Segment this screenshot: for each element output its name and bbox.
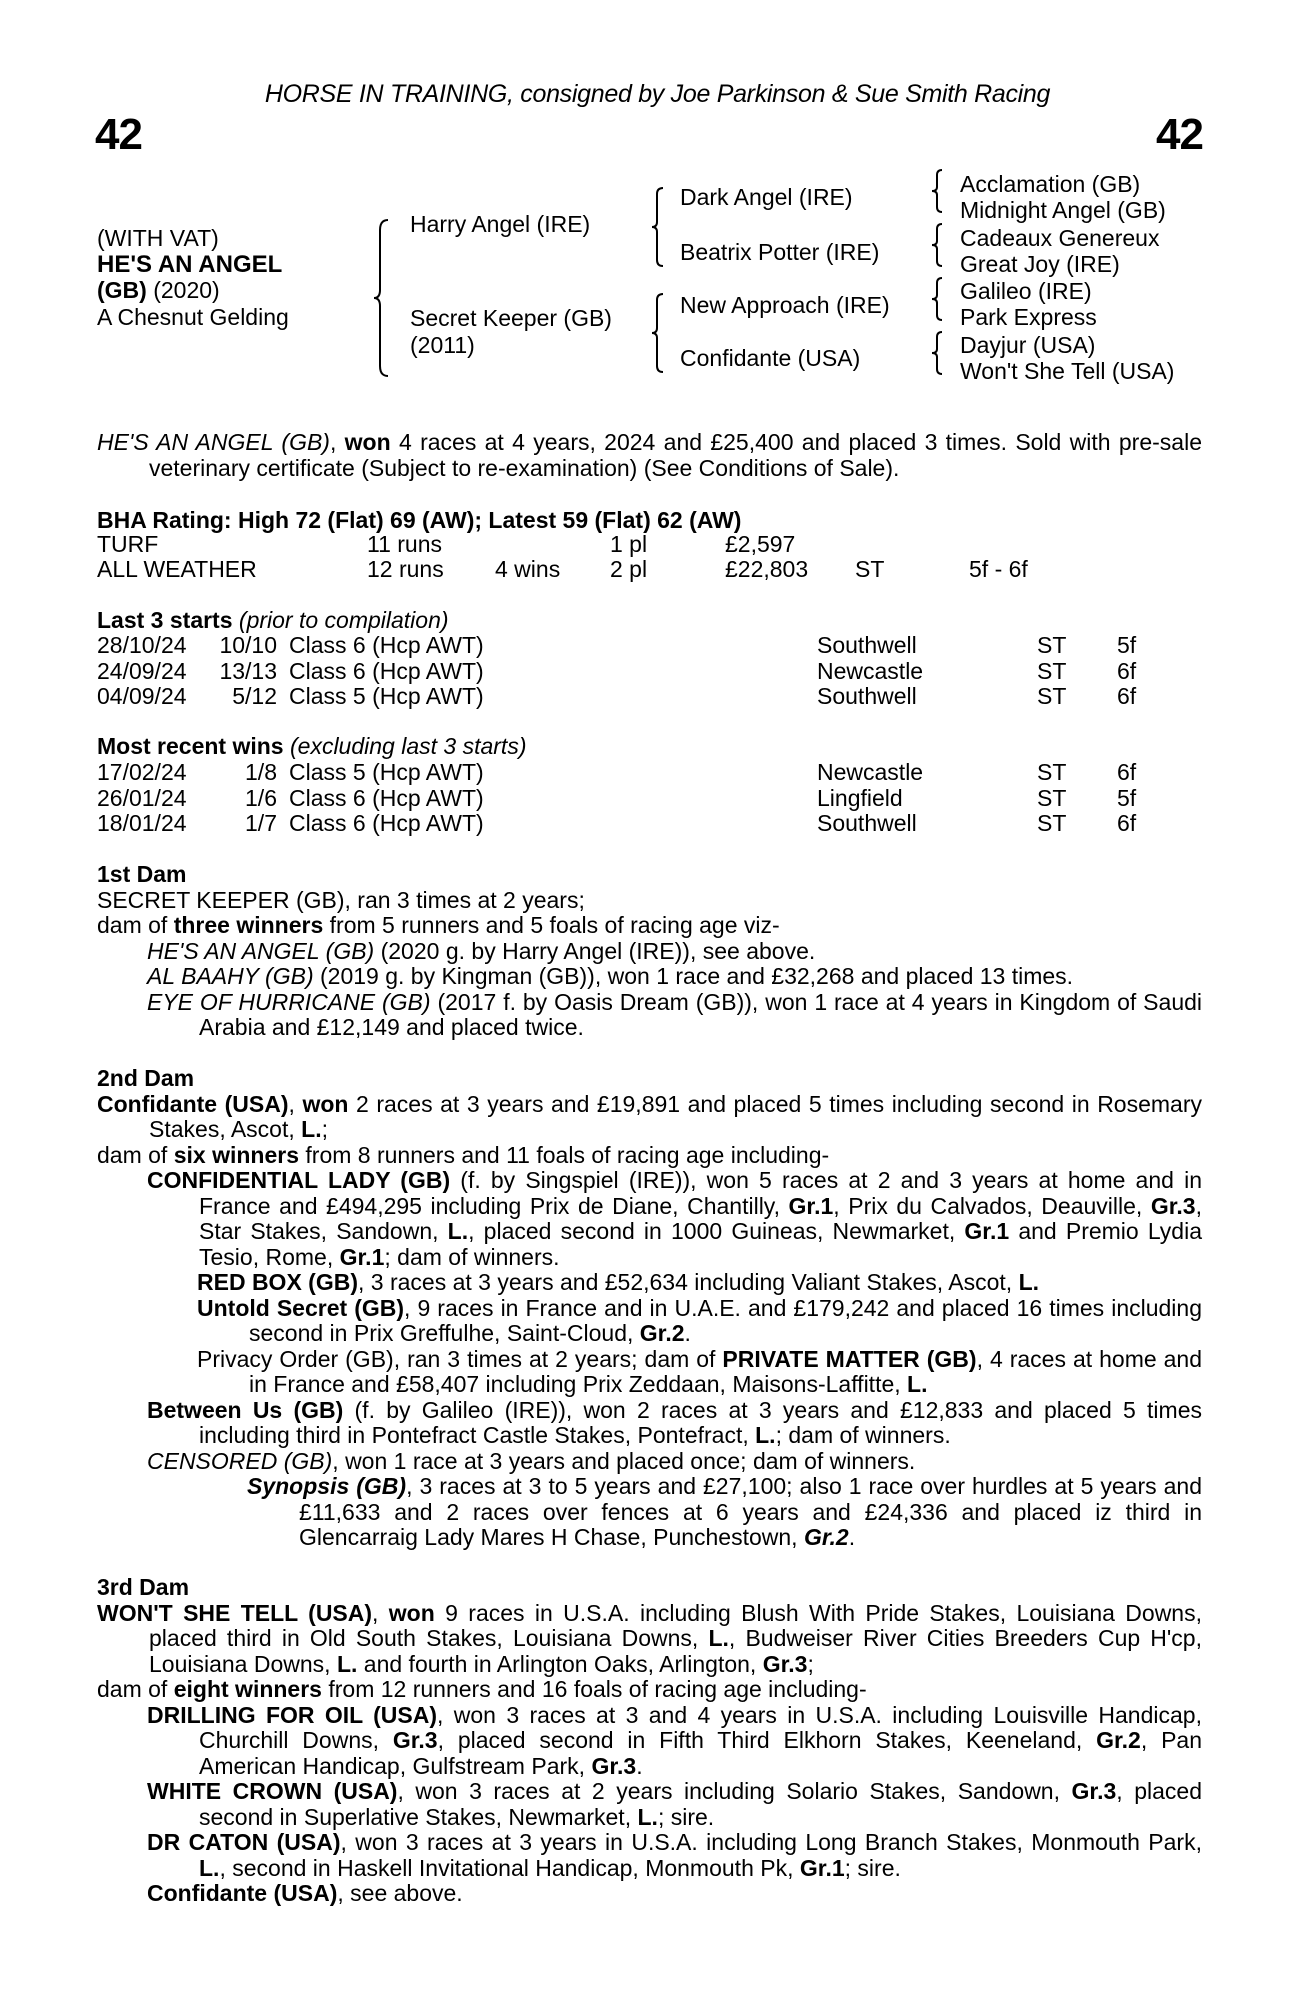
- last-starts-subtitle: (prior to compilation): [232, 607, 449, 633]
- pedigree-g3-4: Great Joy (IRE): [960, 251, 1120, 277]
- recent-win-course: Southwell: [817, 810, 917, 836]
- last-start-course: Southwell: [817, 632, 917, 658]
- first-dam-section: [97, 862, 1202, 1041]
- rating-surface: TURF: [97, 531, 159, 557]
- produce-between-us: Between Us (GB) (f. by Galileo (IRE)), won 2 races at 3 years and £12,833 and placed 5 times including third in Pontefract Castle Stakes, Pontefract, L.; dam of winners.: [147, 1396, 1202, 1448]
- pedigree-brace-dam: [650, 292, 666, 374]
- recent-win-row: [97, 811, 1207, 837]
- pedigree-sire: Harry Angel (IRE): [410, 211, 591, 237]
- recent-win-race: Class 6 (Hcp AWT): [289, 810, 484, 836]
- recent-win-going: ST: [1037, 784, 1067, 811]
- recent-win-date: 18/01/24: [97, 810, 187, 836]
- rating-wins: 4 wins: [495, 556, 561, 582]
- third-dam-section: [97, 1575, 1202, 1907]
- produce-untold-secret: Untold Secret (GB), 9 races in France and in U.A.E. and £179,242 and placed 16 times including second in Prix Greffulhe, Saint-Cloud, Gr.2.: [197, 1294, 1202, 1346]
- produce-confidential-lady: CONFIDENTIAL LADY (GB) (f. by Singspiel (IRE)), won 5 races at 2 and 3 years at home and in France and £494,295 including Prix de Diane, Chantilly, Gr.1, Prix du Calvados, Deauville, Gr.3, Star Stakes, Sandown, L., placed second in 1000 Guineas, Newmarket, Gr.1 and Premio Lydia Tesio, Rome, Gr.1; dam of winners.: [147, 1167, 1202, 1270]
- last-starts-heading: [97, 608, 449, 634]
- rating-placed: 2 pl: [610, 556, 648, 582]
- pedigree-g3-2: Midnight Angel (GB): [960, 197, 1166, 223]
- last-start-dist: 6f: [1117, 657, 1137, 684]
- rating-prize: £2,597: [725, 531, 796, 557]
- race-summary: HE'S AN ANGEL (GB), won 4 races at 4 years, 2024 and £25,400 and placed 3 times. Sold with pre-sale veterinary certificate (Subject to re-examination) (See Conditions of Sale).: [97, 429, 1202, 481]
- recent-wins-subtitle: (excluding last 3 starts): [283, 733, 527, 759]
- lot-number-left: 42: [95, 110, 142, 159]
- recent-win-going: ST: [1037, 759, 1067, 785]
- recent-win-going: ST: [1037, 810, 1067, 836]
- recent-wins-title: Most recent wins: [97, 733, 284, 759]
- last-start-race: Class 5 (Hcp AWT): [289, 683, 484, 709]
- recent-win-row: [97, 760, 1207, 786]
- pedigree-g3-1: Acclamation (GB): [960, 171, 1141, 197]
- recent-win-course: Lingfield: [817, 784, 903, 811]
- last-start-pos: 13/13: [219, 657, 277, 684]
- horse-country: (GB): [97, 277, 147, 303]
- produce-privacy-order: Privacy Order (GB), ran 3 times at 2 years; dam of PRIVATE MATTER (GB), 4 races at home and in France and £58,407 including Prix Zeddaan, Maisons-Laffitte, L.: [197, 1345, 1203, 1397]
- rating-placed: 1 pl: [610, 531, 648, 557]
- pedigree-dam-sire: New Approach (IRE): [680, 292, 890, 318]
- last-start-race: Class 6 (Hcp AWT): [289, 657, 484, 684]
- pedigree-dam-dam: Confidante (USA): [680, 345, 861, 371]
- last-start-row: [97, 684, 1207, 710]
- first-dam-produce-summary: dam of three winners from 5 runners and 5 foals of racing age viz-: [97, 912, 780, 938]
- third-dam-summary: WON'T SHE TELL (USA), won 9 races in U.S.A. including Blush With Pride Stakes, Louisiana Downs, placed third in Old South Stakes, Louisiana Downs, L., Budweiser River Cities Breeders Cup H'cp, Louisiana Downs, L. and fourth in Arlington Oaks, Arlington, Gr.3;: [97, 1599, 1202, 1677]
- last-start-date: 28/10/24: [97, 632, 187, 658]
- catalogue-header: HORSE IN TRAINING, consigned by Joe Parkinson & Sue Smith Racing: [264, 80, 1051, 108]
- pedigree-g3-5: Galileo (IRE): [960, 278, 1092, 304]
- pedigree-brace-gen1: [372, 218, 392, 378]
- pedigree-dam-year: (2011): [410, 332, 475, 358]
- recent-win-dist: 6f: [1117, 759, 1137, 785]
- horse-country-year: [97, 278, 220, 304]
- produce-red-box: RED BOX (GB), 3 races at 3 years and £52,634 including Valiant Stakes, Ascot, L.: [197, 1269, 1040, 1295]
- last-start-race: Class 6 (Hcp AWT): [289, 632, 484, 658]
- recent-win-dist: 6f: [1117, 810, 1137, 836]
- last-start-date: 24/09/24: [97, 657, 187, 684]
- rating-distance: 5f - 6f: [969, 556, 1028, 582]
- recent-win-date: 17/02/24: [97, 759, 187, 785]
- last-start-course: Newcastle: [817, 657, 924, 684]
- recent-win-pos: 1/6: [245, 784, 277, 811]
- produce-drilling-for-oil: DRILLING FOR OIL (USA), won 3 races at 3 and 4 years in U.S.A. including Louisville Handicap, Churchill Downs, Gr.3, placed second in Fifth Third Elkhorn Stakes, Keeneland, Gr.2, Pan American Handicap, Gulfstream Park, Gr.3.: [147, 1701, 1202, 1779]
- recent-win-pos: 1/8: [245, 759, 277, 785]
- pedigree-g3-3: Cadeaux Genereux: [960, 225, 1160, 251]
- rating-prize: £22,803: [725, 556, 809, 582]
- second-dam-section: [97, 1066, 1202, 1551]
- pedigree-brace-g3-2: [930, 222, 944, 268]
- third-dam-title: 3rd Dam: [97, 1574, 190, 1600]
- last-start-going: ST: [1037, 657, 1067, 684]
- pedigree-g3-7: Dayjur (USA): [960, 332, 1096, 358]
- pedigree-brace-g3-3: [930, 276, 944, 322]
- pedigree-brace-sire: [650, 186, 666, 268]
- recent-win-race: Class 6 (Hcp AWT): [289, 784, 484, 811]
- horse-description: A Chesnut Gelding: [97, 304, 289, 330]
- first-dam-produce-1: HE'S AN ANGEL (GB) (2020 g. by Harry Angel (IRE)), see above.: [147, 937, 816, 964]
- produce-censored: CENSORED (GB), won 1 race at 3 years and placed once; dam of winners.: [147, 1447, 916, 1474]
- recent-win-course: Newcastle: [817, 759, 924, 785]
- pedigree-dam: Secret Keeper (GB): [410, 305, 612, 331]
- pedigree-sire-sire: Dark Angel (IRE): [680, 184, 853, 210]
- summary-text-2: pre-sale veterinary certificate (Subject to re-examination) (See Conditions of Sale).: [149, 429, 1202, 481]
- last-starts-title: Last 3 starts: [97, 607, 233, 633]
- horse-name: HE'S AN ANGEL: [97, 251, 283, 278]
- second-dam-produce-summary: dam of six winners from 8 runners and 11 foals of racing age including-: [97, 1141, 830, 1168]
- rating-runs: 12 runs: [367, 556, 444, 582]
- horse-year: (2020): [146, 277, 220, 303]
- third-dam-produce-summary: dam of eight winners from 12 runners and 16 foals of racing age including-: [97, 1676, 867, 1702]
- lot-number-right: 42: [1156, 110, 1203, 159]
- last-start-going: ST: [1037, 632, 1067, 658]
- last-start-row: [97, 659, 1207, 685]
- vat-label: (WITH VAT): [97, 225, 219, 251]
- rating-surface: ALL WEATHER: [97, 556, 257, 582]
- pedigree-brace-g3-4: [930, 330, 944, 376]
- first-dam-title: 1st Dam: [97, 861, 187, 887]
- second-dam-title: 2nd Dam: [97, 1065, 195, 1091]
- recent-win-race: Class 5 (Hcp AWT): [289, 759, 484, 785]
- recent-win-dist: 5f: [1117, 784, 1137, 811]
- recent-win-date: 26/01/24: [97, 784, 187, 811]
- last-start-pos: 10/10: [219, 632, 277, 658]
- pedigree-brace-g3-1: [930, 168, 944, 214]
- bha-rating: BHA Rating: High 72 (Flat) 69 (AW); Latest 59 (Flat) 62 (AW): [97, 507, 742, 533]
- summary-won: won: [344, 429, 391, 455]
- recent-win-pos: 1/7: [245, 810, 277, 836]
- pedigree-sire-dam: Beatrix Potter (IRE): [680, 239, 880, 265]
- summary-horse-name: HE'S AN ANGEL (GB): [97, 429, 330, 455]
- pedigree-g3-8: Won't She Tell (USA): [960, 358, 1175, 384]
- produce-confidante: Confidante (USA), see above.: [147, 1880, 463, 1906]
- last-start-row: [97, 633, 1207, 659]
- last-start-date: 04/09/24: [97, 683, 187, 709]
- rating-runs: 11 runs: [367, 531, 443, 557]
- rating-row-turf: [97, 532, 1207, 558]
- produce-synopsis: Synopsis (GB), 3 races at 3 to 5 years and £27,100; also 1 race over hurdles at 5 years and £11,633 and 2 races over fences at 6 years and £24,336 and placed iz third in Glencarraig Lady Mares H Chase, Punchestown, Gr.2.: [247, 1473, 1202, 1550]
- first-dam-produce-2: AL BAAHY (GB) (2019 g. by Kingman (GB)), won 1 race and £32,268 and placed 13 times.: [147, 963, 1074, 989]
- produce-dr-caton: DR CATON (USA), won 3 races at 3 years in U.S.A. including Long Branch Stakes, Monmouth Park, L., second in Haskell Invitational Handicap, Monmouth Pk, Gr.1; sire.: [147, 1829, 1202, 1881]
- first-dam-produce-3: EYE OF HURRICANE (GB) (2017 f. by Oasis Dream (GB)), won 1 race at 4 years in Kingdom of Saudi Arabia and £12,149 and placed twice.: [147, 988, 1203, 1040]
- last-start-dist: 5f: [1117, 632, 1137, 658]
- rating-going: ST: [855, 556, 885, 582]
- summary-text-1: 4 races at 4 years, 2024 and £25,400 and placed 3 times. Sold with: [390, 429, 1111, 455]
- recent-wins-heading: [97, 734, 526, 760]
- last-start-dist: 6f: [1117, 683, 1137, 709]
- produce-white-crown: WHITE CROWN (USA), won 3 races at 2 years including Solario Stakes, Sandown, Gr.3, placed second in Superlative Stakes, Newmarket, L.; sire.: [147, 1778, 1202, 1830]
- second-dam-summary: Confidante (USA), won 2 races at 3 years and £19,891 and placed 5 times including second in Rosemary Stakes, Ascot, L.;: [97, 1090, 1202, 1142]
- first-dam-summary: SECRET KEEPER (GB), ran 3 times at 2 years;: [97, 886, 585, 913]
- last-start-course: Southwell: [817, 683, 917, 709]
- rating-row-all-weather: [97, 557, 1207, 583]
- last-start-pos: 5/12: [232, 683, 277, 709]
- pedigree-g3-6: Park Express: [960, 304, 1097, 330]
- last-start-going: ST: [1037, 683, 1067, 709]
- recent-win-row: [97, 786, 1207, 812]
